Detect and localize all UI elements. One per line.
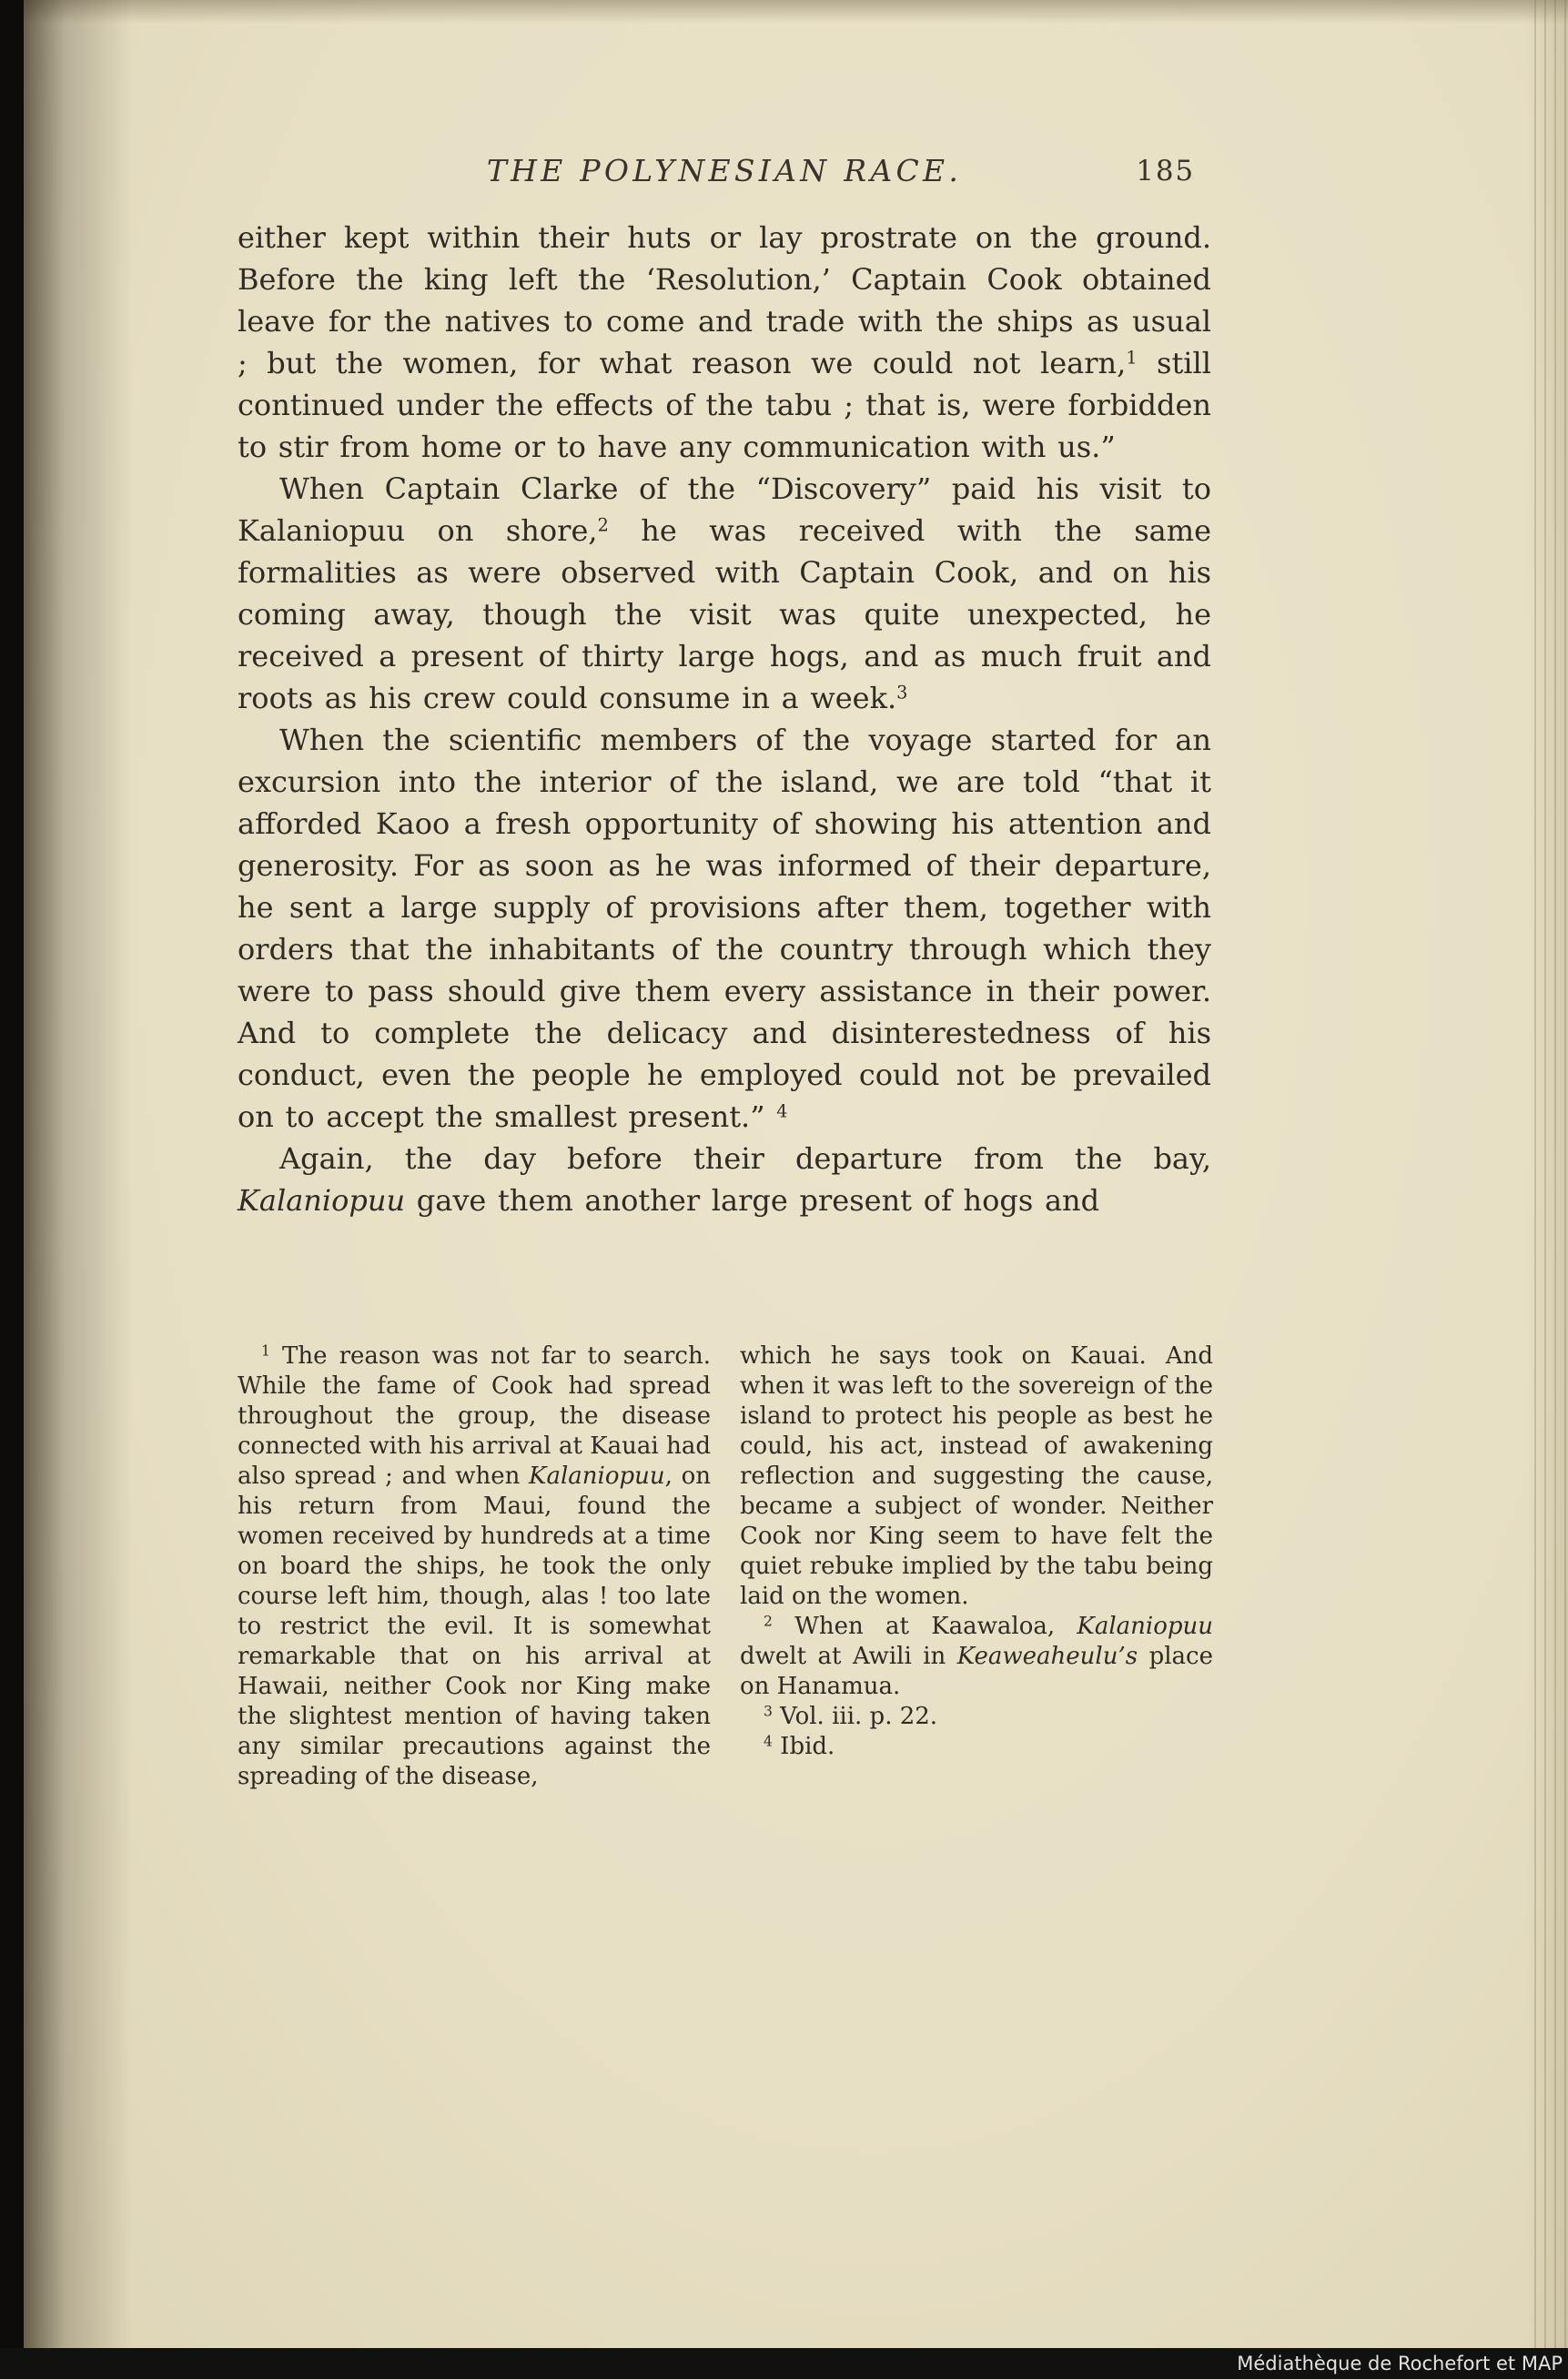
body-text-column [238,217,1211,1221]
footnote-column-right [740,1341,1213,1792]
book-page [24,0,1568,2348]
page-number: 185 [1136,155,1195,187]
paragraph: which he says took on Kauai. And when it was left to the sovereign of the island to protect his people as best he could, his act, instead of awakening reflection and suggesting the cause, became a subject of wonder. Neither Cook nor King seem to have felt the quiet rebuke implied by the tabu being laid on the women. [740,1342,1213,1610]
running-head [238,153,1211,193]
footnotes-section [238,1341,1213,1792]
paragraph: When Captain Clarke of the “Discovery” paid his visit to Kalaniopuu on shore,$^2$ he was received with the same formalities as were observed with Captain Cook, and on his coming away, though the visit was quite unexpected, he received a present of thirty large hogs, and as much fruit and roots as his crew could consume in a week.$^3$ [238,471,1212,715]
paragraph: When the scientific members of the voyage started for an excursion into the interior of the island, we are told “that it afforded Kaoo a fresh opportunity of showing his attention and generosity. For as soon as he was informed of their departure, he sent a large supply of provisions after them, together with orders that the inhabitants of the country through which they were to pass should give them every assistance in their power. And to complete the delicacy and disinterestedness of his conduct, even the people he employed could not be prevailed on to accept the smallest present.” $^4$ [238,723,1211,1134]
paragraph: either kept within their huts or lay prostrate on the ground. Before the king left the ‘Resolution,’ Captain Cook obtained leave for the natives to come and trade with the ships as usual ; but the women, for what reason we could not learn,$^1$ still continued under the effects of the tabu ; that is, were forbidden to stir from home or to have any communication with us.” [238,220,1212,464]
running-title: THE POLYNESIAN RACE. [486,153,963,188]
watermark-text: Médiathèque de Rochefort et MAP [1237,2353,1563,2374]
book-binding-shadow [24,0,133,2348]
footnote-column-left [238,1341,711,1792]
paragraph: Again, the day before their departure from the bay, Kalaniopuu gave them another large present of hogs and [238,1141,1211,1218]
page-fore-edge [1526,0,1568,2348]
paragraph: $^1$ The reason was not far to search. While the fame of Cook had spread throughout the group, the disease connected with his arrival at Kauai had also spread ; and when Kalaniopuu, on his return from Maui, found the women received by hundreds at a time on board the ships, he took the only course left him, though, alas ! too late to restrict the evil. It is somewhat remarkable that on his arrival at Hawaii, neither Cook nor King make the slightest mention of having taken any similar precautions against the spreading of the disease, [238,1342,711,1790]
paragraph: $^4$ Ibid. [764,1733,835,1760]
paragraph: $^2$ When at Kaawaloa, Kalaniopuu dwelt at Awili in Keaweaheulu’s place on Hanamua. [740,1613,1213,1700]
paragraph: $^3$ Vol. iii. p. 22. [764,1703,938,1730]
scan-bottom-bar [0,2348,1568,2379]
